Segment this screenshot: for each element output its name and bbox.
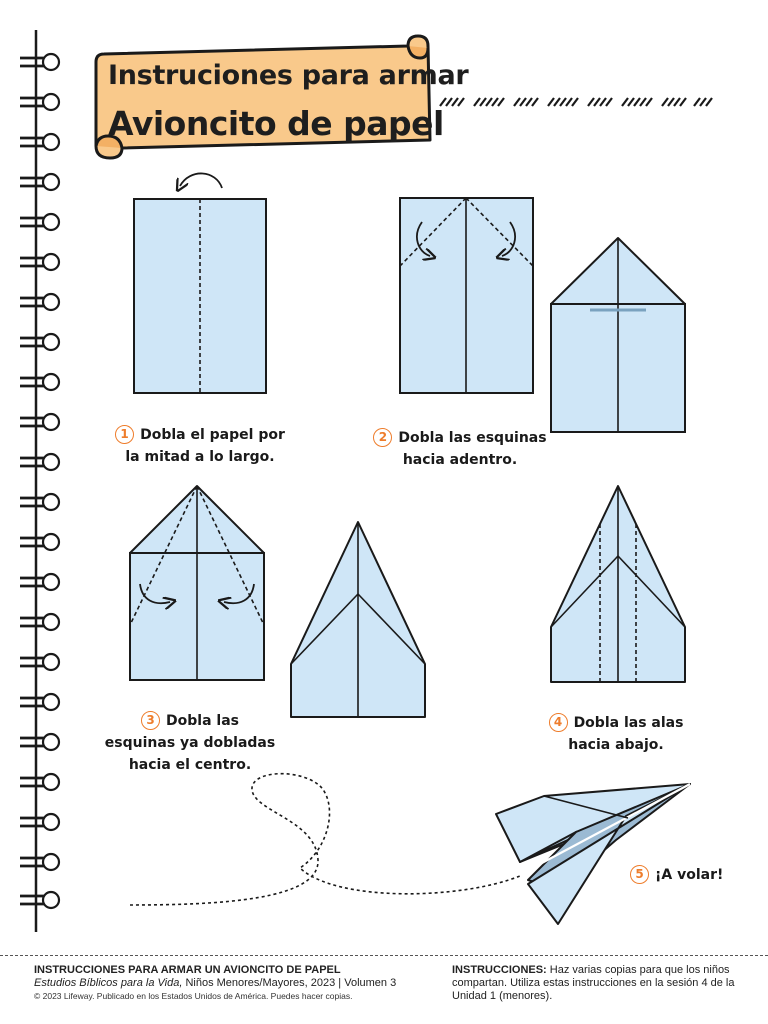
step-2-number: 2 bbox=[373, 428, 392, 447]
step-3-text-line-3: hacia el centro. bbox=[128, 757, 252, 773]
footer-right bbox=[452, 964, 742, 1003]
step-3-number: 3 bbox=[141, 711, 160, 730]
step-2-text-line-1: Dobla las esquinas bbox=[398, 430, 547, 446]
step-3-diagram-b bbox=[291, 522, 425, 717]
footer-left bbox=[34, 964, 434, 1003]
title-line-2: Avioncito de papel bbox=[108, 104, 444, 143]
step-2-caption bbox=[370, 427, 550, 471]
step-4-text-line-2: hacia abajo. bbox=[568, 737, 664, 753]
step-2-diagram-a bbox=[400, 198, 533, 393]
step-3-text-line-1: Dobla las bbox=[166, 713, 239, 729]
footer-instructions-label: INSTRUCCIONES: bbox=[452, 964, 547, 976]
footer-copyright: © 2023 Lifeway. Publicado en los Estados Unidos de América. Puedes hacer copias. bbox=[34, 991, 353, 1001]
step-2-text-line-2: hacia adentro. bbox=[402, 452, 518, 468]
step-5-diagram bbox=[496, 784, 690, 924]
spiral-binding bbox=[20, 30, 59, 932]
step-5-text: ¡A volar! bbox=[655, 867, 724, 883]
step-3-diagram-a bbox=[130, 486, 264, 680]
flight-path bbox=[130, 774, 520, 905]
step-3-text-line-2: esquinas ya dobladas bbox=[104, 735, 276, 751]
title-hatching bbox=[440, 98, 712, 106]
step-1-text-line-2: la mitad a lo largo. bbox=[125, 449, 275, 465]
title-line-1: Instruciones para armar bbox=[108, 60, 469, 91]
step-1-caption bbox=[110, 424, 290, 468]
step-4-number: 4 bbox=[549, 713, 568, 732]
step-1-text-line-1: Dobla el papel por bbox=[140, 427, 285, 443]
step-4-caption bbox=[526, 712, 706, 756]
step-1-number: 1 bbox=[115, 425, 134, 444]
step-1-diagram bbox=[134, 173, 266, 393]
footer-publication-details: Niños Menores/Mayores, 2023 | Volumen 3 bbox=[185, 977, 397, 989]
step-5-number: 5 bbox=[630, 865, 649, 884]
step-2-diagram-b bbox=[551, 238, 685, 432]
footer-publication-title: Estudios Bíblicos para la Vida, bbox=[34, 977, 183, 989]
footer-heading: INSTRUCCIONES PARA ARMAR UN AVIONCITO DE PAPEL bbox=[34, 964, 341, 976]
footer-instructions-text: Haz varias copias para que los niños compartan. Utiliza estas instrucciones en la sesión 4 de la Unidad 1 (menores). bbox=[452, 964, 735, 1002]
footer-divider bbox=[0, 955, 768, 956]
step-4-diagram bbox=[551, 486, 685, 682]
step-4-text-line-1: Dobla las alas bbox=[573, 715, 684, 731]
step-5-caption bbox=[630, 864, 723, 886]
step-3-caption bbox=[100, 710, 280, 776]
